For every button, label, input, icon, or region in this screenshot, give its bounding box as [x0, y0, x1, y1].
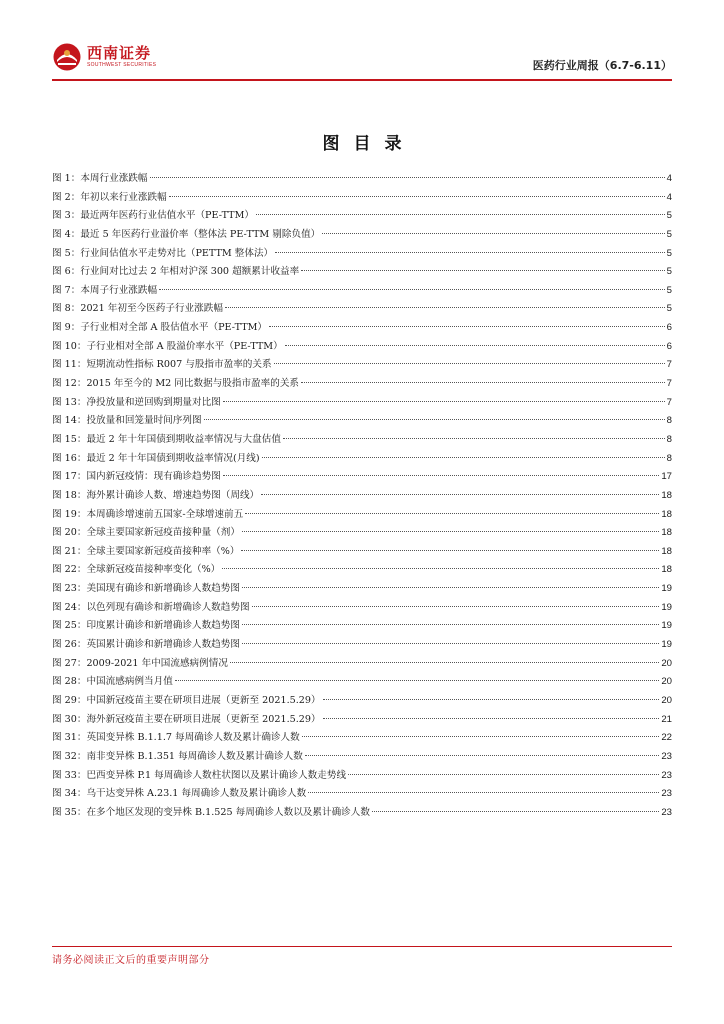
toc-dot-leader: [323, 718, 660, 719]
toc-entry-label: 图 9：子行业相对全部 A 股估值水平（PE-TTM）: [52, 322, 268, 334]
toc-entry-page: 18: [661, 489, 672, 501]
toc-entry[interactable]: [52, 785, 672, 804]
toc-entry-label: 图 11：短期流动性指标 R007 与股指市盈率的关系: [52, 359, 272, 371]
toc-dot-leader: [241, 550, 659, 551]
toc-dot-leader: [230, 662, 659, 663]
toc-entry[interactable]: [52, 748, 672, 767]
toc-dot-leader: [204, 419, 665, 420]
toc-entry-page: 4: [666, 191, 672, 203]
toc-entry-page: 7: [666, 359, 672, 371]
toc-entry-page: 20: [661, 694, 672, 706]
toc-dot-leader: [322, 233, 664, 234]
toc-entry-label: 图 5：行业间估值水平走势对比（PETTM 整体法）: [52, 247, 274, 259]
toc-dot-leader: [262, 457, 665, 458]
toc-entry-page: 19: [661, 601, 672, 613]
toc-entry[interactable]: [52, 450, 672, 469]
toc-entry-page: 23: [661, 750, 672, 762]
toc-dot-leader: [285, 345, 665, 346]
toc-dot-leader: [242, 587, 659, 588]
toc-entry-label: 图 31：英国变异株 B.1.1.7 每周确诊人数及累计确诊人数: [52, 732, 300, 744]
toc-dot-leader: [223, 401, 665, 402]
toc-entry-page: 20: [661, 676, 672, 688]
toc-entry-label: 图 26：英国累计确诊和新增确诊人数趋势图: [52, 639, 240, 651]
toc-dot-leader: [242, 624, 659, 625]
toc-entry-page: 18: [661, 527, 672, 539]
toc-entry[interactable]: [52, 468, 672, 487]
toc-entry-page: 19: [661, 583, 672, 595]
toc-entry[interactable]: [52, 561, 672, 580]
toc-entry[interactable]: [52, 804, 672, 823]
toc-entry-label: 图 12：2015 年至今的 M2 同比数据与股指市盈率的关系: [52, 378, 300, 390]
toc-dot-leader: [175, 680, 660, 681]
toc-entry-label: 图 6：行业间对比过去 2 年相对沪深 300 超额累计收益率: [52, 266, 300, 278]
toc-dot-leader: [252, 606, 660, 607]
toc-entry[interactable]: [52, 729, 672, 748]
toc-entry[interactable]: [52, 580, 672, 599]
toc-entry-label: 图 3：最近两年医药行业估值水平（PE-TTM）: [52, 210, 254, 222]
toc-entry-label: 图 33：巴西变异株 P.1 每周确诊人数柱状图以及累计确诊人数走势线: [52, 769, 347, 781]
toc-entry[interactable]: [52, 338, 672, 357]
toc-dot-leader: [242, 531, 659, 532]
toc-entry[interactable]: [52, 692, 672, 711]
toc-dot-leader: [372, 811, 659, 812]
toc-entry-label: 图 24：以色列现有确诊和新增确诊人数趋势图: [52, 601, 250, 613]
toc-entry-page: 23: [661, 806, 672, 818]
toc-dot-leader: [245, 513, 659, 514]
toc-entry[interactable]: [52, 207, 672, 226]
toc-entry[interactable]: [52, 673, 672, 692]
toc-dot-leader: [261, 494, 659, 495]
toc-entry[interactable]: [52, 524, 672, 543]
toc-dot-leader: [308, 792, 659, 793]
toc-entry-label: 图 10：子行业相对全部 A 股溢价率水平（PE-TTM）: [52, 340, 283, 352]
brand-name-en: SOUTHWEST SECURITIES: [87, 62, 157, 68]
toc-entry-page: 5: [666, 247, 672, 259]
toc-entry-label: 图 23：美国现有确诊和新增确诊人数趋势图: [52, 583, 240, 595]
toc-dot-leader: [222, 568, 659, 569]
toc-entry-label: 图 7：本周子行业涨跌幅: [52, 284, 158, 296]
toc-entry-page: 17: [661, 471, 672, 483]
toc-entry[interactable]: [52, 636, 672, 655]
toc-entry[interactable]: [52, 356, 672, 375]
brand-emblem-icon: [52, 42, 82, 72]
toc-entry-label: 图 28：中国流感病例当月值: [52, 676, 173, 688]
toc-entry[interactable]: [52, 617, 672, 636]
toc-entry-page: 4: [666, 173, 672, 184]
toc-entry[interactable]: [52, 412, 672, 431]
toc-entry[interactable]: [52, 543, 672, 562]
toc-entry[interactable]: [52, 189, 672, 208]
toc-entry[interactable]: [52, 506, 672, 525]
brand-logo: [52, 40, 156, 74]
toc-entry-label: 图 27：2009-2021 年中国流感病例情况: [52, 657, 228, 669]
toc-entry[interactable]: [52, 394, 672, 413]
report-title: 医药行业周报（6.7-6.11）: [532, 59, 672, 72]
header-divider: [52, 79, 672, 81]
toc-dot-leader: [223, 475, 660, 476]
toc-entry-label: 图 13：净投放量和逆回购到期量对比图: [52, 396, 221, 408]
toc-dot-leader: [169, 196, 665, 197]
toc-entry-page: 23: [661, 769, 672, 781]
toc-dot-leader: [301, 270, 664, 271]
toc-entry-label: 图 35：在多个地区发现的变异株 B.1.525 每周确诊人数以及累计确诊人数: [52, 806, 370, 818]
toc-entry-page: 6: [666, 322, 672, 334]
toc-entry-label: 图 17：国内新冠疫情：现有确诊趋势图: [52, 471, 221, 483]
toc-dot-leader: [269, 326, 665, 327]
toc-entry[interactable]: [52, 711, 672, 730]
toc-entry-label: 图 19：本周确诊增速前五国家-全球增速前五: [52, 508, 244, 520]
toc-entry-page: 20: [661, 657, 672, 669]
toc-entry-label: 图 25：印度累计确诊和新增确诊人数趋势图: [52, 620, 240, 632]
toc-dot-leader: [256, 214, 665, 215]
toc-entry[interactable]: [52, 375, 672, 394]
toc-entry[interactable]: [52, 487, 672, 506]
toc-entry-page: 5: [666, 266, 672, 278]
toc-dot-leader: [274, 363, 665, 364]
toc-entry-label: 图 21：全球主要国家新冠疫苗接种率（%）: [52, 545, 240, 557]
toc-entry-label: 图 4：最近 5 年医药行业溢价率（整体法 PE-TTM 剔除负值）: [52, 228, 321, 240]
disclaimer-note: 请务必阅读正文后的重要声明部分: [52, 955, 210, 966]
toc-entry[interactable]: [52, 767, 672, 786]
toc-entry[interactable]: [52, 226, 672, 245]
toc-entry-page: 19: [661, 620, 672, 632]
toc-dot-leader: [283, 438, 665, 439]
toc-entry-label: 图 16：最近 2 年十年国债到期收益率情况(月线): [52, 452, 260, 464]
toc-entry-label: 图 15：最近 2 年十年国债到期收益率情况与大盘估值: [52, 433, 281, 445]
toc-entry-page: 21: [661, 713, 672, 725]
toc-entry-page: 22: [661, 732, 672, 744]
table-of-figures: [52, 170, 672, 822]
toc-entry-label: 图 22：全球新冠疫苗接种率变化（%）: [52, 564, 221, 576]
toc-entry-page: 8: [666, 415, 672, 427]
toc-entry[interactable]: [52, 300, 672, 319]
page-header: [52, 40, 672, 80]
toc-entry-page: 5: [666, 284, 672, 296]
toc-entry-page: 19: [661, 639, 672, 651]
toc-entry-label: 图 14：投放量和回笼量时间序列图: [52, 415, 202, 427]
toc-entry[interactable]: [52, 170, 672, 189]
toc-entry-page: 23: [661, 788, 672, 800]
toc-entry-label: 图 18：海外累计确诊人数、增速趋势图（周线）: [52, 489, 260, 501]
toc-entry[interactable]: [52, 282, 672, 301]
toc-entry-label: 图 30：海外新冠疫苗主要在研项目进展（更新至 2021.5.29）: [52, 713, 321, 725]
toc-dot-leader: [150, 177, 665, 178]
toc-entry-label: 图 32：南非变异株 B.1.351 每周确诊人数及累计确诊人数: [52, 750, 303, 762]
toc-entry-label: 图 34：乌干达变异株 A.23.1 每周确诊人数及累计确诊人数: [52, 788, 307, 800]
toc-entry-label: 图 29：中国新冠疫苗主要在研项目进展（更新至 2021.5.29）: [52, 694, 321, 706]
toc-entry-label: 图 20：全球主要国家新冠疫苗接种量（剂）: [52, 527, 240, 539]
toc-entry-page: 5: [666, 210, 672, 222]
toc-entry-label: 图 1：本周行业涨跌幅: [52, 173, 148, 184]
toc-dot-leader: [159, 289, 665, 290]
toc-dot-leader: [302, 736, 660, 737]
toc-entry[interactable]: [52, 655, 672, 674]
brand-name-cn: 西南证券: [87, 44, 152, 62]
toc-entry-page: 5: [666, 303, 672, 315]
toc-entry[interactable]: [52, 245, 672, 264]
toc-title: 图目录: [322, 134, 416, 154]
toc-entry-page: 5: [666, 228, 672, 240]
toc-dot-leader: [323, 699, 660, 700]
toc-entry-page: 8: [666, 452, 672, 464]
toc-dot-leader: [275, 252, 665, 253]
toc-entry-page: 18: [661, 564, 672, 576]
toc-entry[interactable]: [52, 263, 672, 282]
toc-entry-label: 图 8：2021 年初至今医药子行业涨跌幅: [52, 303, 223, 315]
toc-dot-leader: [348, 774, 659, 775]
toc-dot-leader: [305, 755, 660, 756]
toc-entry[interactable]: [52, 431, 672, 450]
toc-entry[interactable]: [52, 599, 672, 618]
toc-dot-leader: [301, 382, 665, 383]
toc-entry[interactable]: [52, 319, 672, 338]
toc-entry-page: 18: [661, 508, 672, 520]
toc-entry-page: 7: [666, 378, 672, 390]
toc-dot-leader: [242, 643, 659, 644]
footer-divider: [52, 946, 672, 947]
toc-entry-page: 18: [661, 545, 672, 557]
toc-dot-leader: [225, 307, 665, 308]
toc-entry-page: 8: [666, 433, 672, 445]
toc-entry-page: 7: [666, 396, 672, 408]
toc-entry-label: 图 2：年初以来行业涨跌幅: [52, 191, 167, 203]
toc-entry-page: 6: [666, 340, 672, 352]
